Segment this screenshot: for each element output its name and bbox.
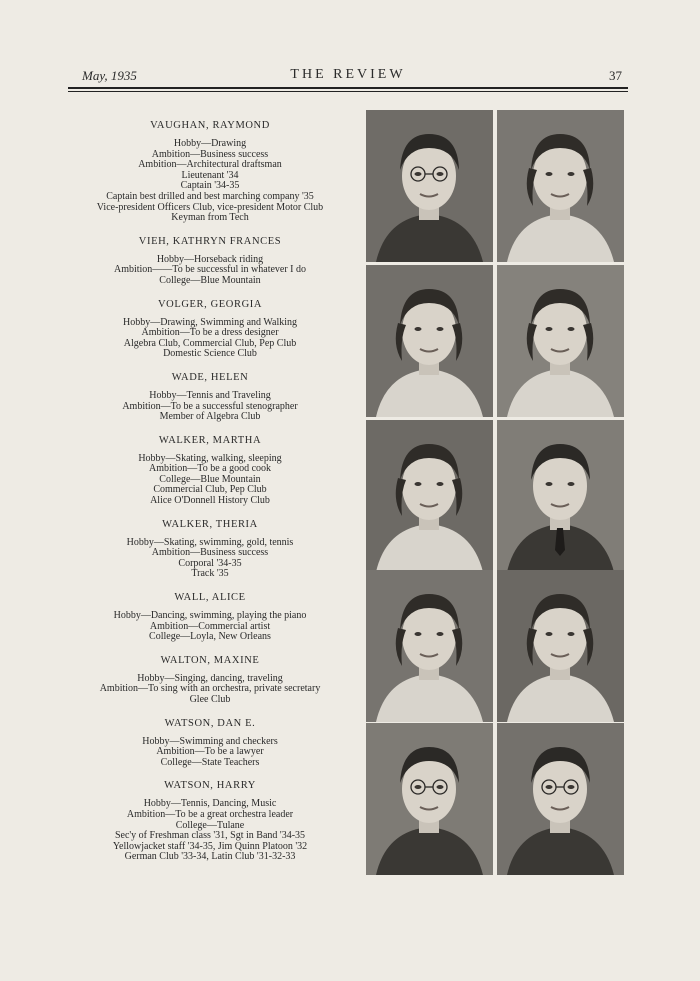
entry-detail-line: Ambition—To be a dress designer [141, 327, 279, 339]
student-entry [60, 372, 360, 423]
student-name: VAUGHAN, RAYMOND [150, 120, 270, 131]
entry-detail-line: Ambition—To sing with an orchestra, private secretary [99, 683, 321, 695]
header-rule-thin [68, 91, 628, 92]
student-entries [60, 120, 360, 875]
student-portrait [366, 265, 493, 417]
student-name: WADE, HELEN [171, 371, 249, 383]
entry-detail-line: College—State Teachers [160, 756, 260, 768]
student-portrait [497, 570, 624, 722]
entry-detail-line: College—Loyla, New Orleans [149, 631, 271, 643]
entry-detail-line: Captain '34-35 [180, 180, 240, 192]
student-entry [60, 780, 360, 863]
student-entry [60, 120, 360, 224]
entry-detail-line: Alice O'Donnell History Club [150, 495, 270, 507]
entry-detail-line: Ambition—Business success [151, 148, 269, 160]
entry-detail-line: Ambition—Commercial artist [149, 620, 271, 632]
entry-detail-line: Hobby—Drawing, Swimming and Walking [123, 316, 297, 328]
entry-detail-line: College—Blue Mountain [159, 473, 261, 485]
entry-detail-line: Hobby—Dancing, swimming, playing the piano [113, 610, 307, 622]
student-name: WATSON, HARRY [164, 780, 256, 792]
student-portrait [497, 265, 624, 417]
entry-detail-line: Ambition—To be a successful stenographer [122, 400, 298, 412]
entry-detail-line: Hobby—Tennis, Dancing, Music [143, 798, 277, 810]
student-portrait [366, 570, 493, 722]
entry-detail-line: Ambition—Business success [151, 547, 269, 559]
student-entry [60, 655, 360, 706]
student-entry [60, 592, 360, 643]
student-portrait [366, 420, 493, 572]
entry-detail-line: College—Tulane [175, 819, 245, 831]
entry-detail-line: Hobby—Skating, walking, sleeping [138, 452, 282, 464]
student-name: WALL, ALICE [174, 592, 246, 604]
student-name: WALKER, MARTHA [158, 434, 262, 446]
entry-detail-line: Ambition—To be a good cook [148, 463, 272, 475]
entry-detail-line: Hobby—Swimming and checkers [142, 735, 278, 747]
entry-detail-line: College—Blue Mountain [159, 274, 261, 286]
student-entry [60, 299, 360, 360]
entry-detail-line: Hobby—Tennis and Traveling [149, 389, 271, 401]
student-name: WALTON, MAXINE [160, 654, 260, 666]
entry-detail-line: Algebra Club, Commercial Club, Pep Club [123, 337, 297, 349]
student-entry [60, 718, 360, 769]
header-rule-thick [68, 87, 628, 89]
entry-detail-line: Corporal '34-35 [178, 557, 242, 569]
entry-detail-line: Yellowjacket staff '34-35, Jim Quinn Platoon '32 [112, 840, 308, 852]
student-name: WALKER, THERIA [162, 518, 258, 530]
student-entry [60, 519, 360, 580]
page-number: 37 [609, 68, 622, 83]
entry-detail-line: Keyman from Tech [171, 212, 249, 224]
publication-title: THE REVIEW [290, 67, 406, 82]
entry-detail-line: Captain best drilled and best marching company '35 [106, 190, 314, 202]
entry-detail-line: Hobby—Drawing [173, 138, 247, 149]
entry-detail-line: Vice-president Officers Club, vice-president Motor Club [96, 201, 324, 213]
entry-detail-line: Domestic Science Club [163, 348, 257, 360]
student-entry [60, 435, 360, 507]
student-portrait [497, 723, 624, 875]
student-name: WATSON, DAN E. [164, 717, 256, 729]
entry-detail-line: Member of Algebra Club [159, 411, 261, 423]
entry-detail-line: German Club '33-34, Latin Club '31-32-33 [124, 851, 296, 863]
entry-detail-line: Glee Club [189, 694, 231, 705]
entry-detail-line: Track '35 [191, 568, 229, 580]
entry-detail-line: Hobby—Horseback riding [156, 253, 264, 265]
student-portrait [497, 420, 624, 572]
student-portrait [497, 110, 624, 262]
student-name: VOLGER, GEORGIA [157, 298, 263, 310]
page-header [68, 64, 628, 86]
issue-date: May, 1935 [82, 68, 137, 83]
entry-detail-line: Ambition——To be successful in whatever I do [113, 264, 307, 276]
student-portrait [366, 110, 493, 262]
student-portrait [366, 723, 493, 875]
entry-detail-line: Lieutenant '34 [181, 169, 239, 181]
student-name: VIEH, KATHRYN FRANCES [138, 235, 282, 247]
entry-detail-line: Hobby—Singing, dancing, traveling [137, 672, 283, 684]
entry-detail-line: Ambition—To be a great orchestra leader [126, 808, 294, 820]
entry-detail-line: Ambition—Architectural draftsman [138, 159, 282, 171]
entry-detail-line: Sec'y of Freshman class '31, Sgt in Band '34-35 [114, 830, 306, 842]
entry-detail-line: Ambition—To be a lawyer [156, 746, 264, 758]
student-entry [60, 236, 360, 287]
entry-detail-line: Commercial Club, Pep Club [153, 484, 267, 496]
entry-detail-line: Hobby—Skating, swimming, gold, tennis [126, 536, 294, 548]
